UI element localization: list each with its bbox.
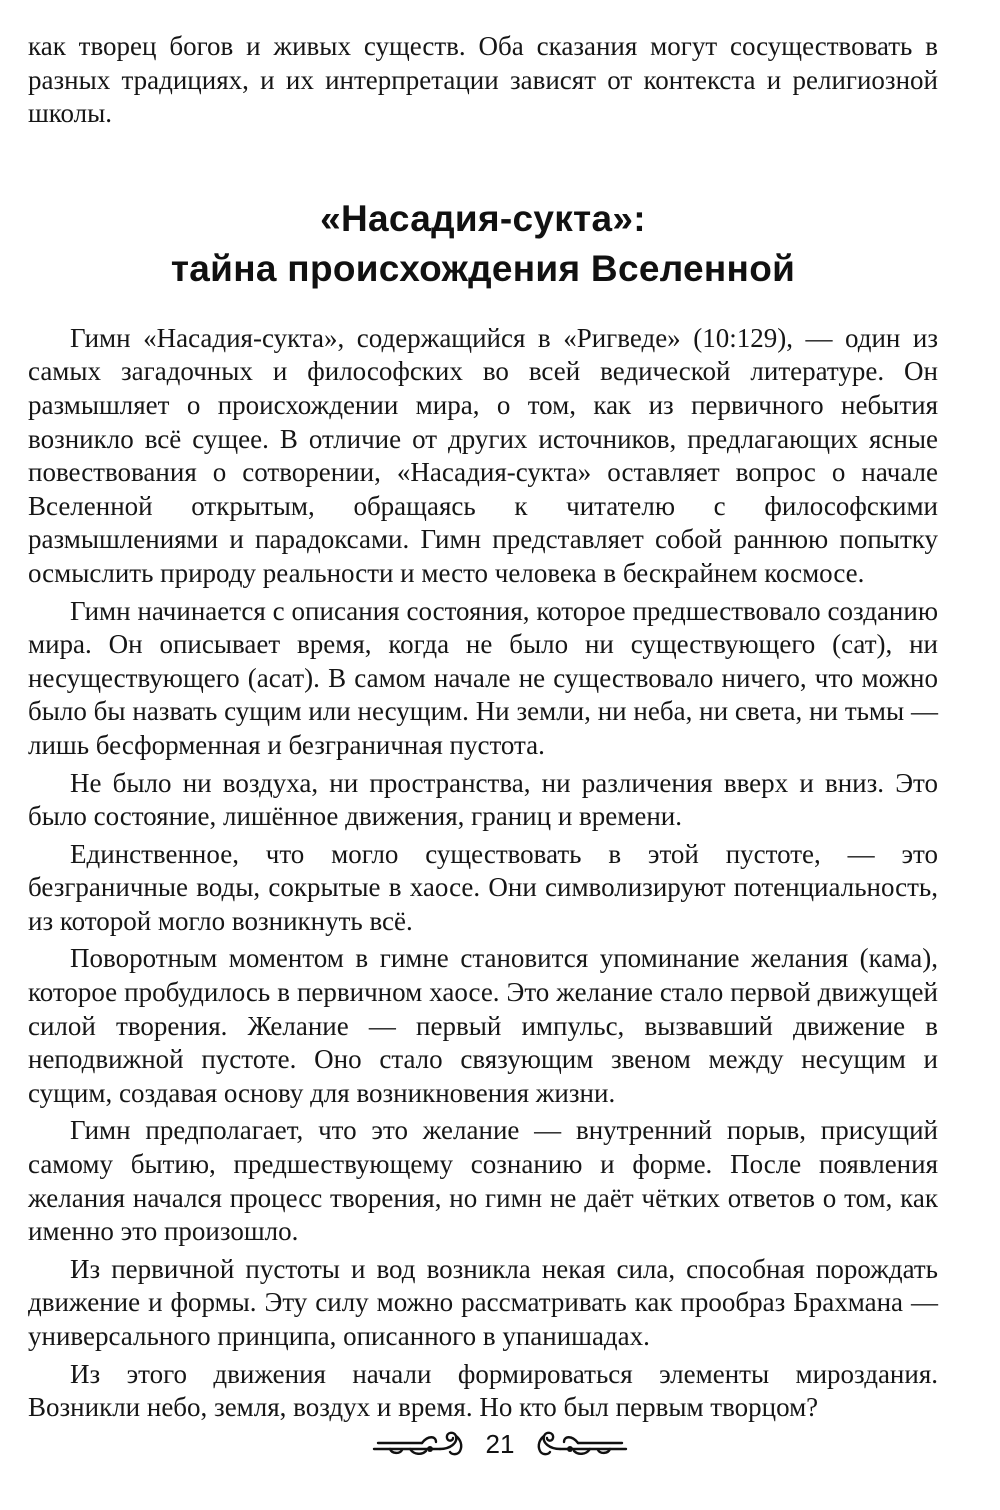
page-footer: [0, 1422, 1000, 1466]
paragraph-1: Гимн «Насадия-сукта», содержащийся в «Ригведе» (10:129), — один из самых загадочных и философских во всей ведической литературе. Он размышляет о происхождении мира, о том, как из первичного небытия возникло всё сущее. В отличие от других источников, предлагающих ясные повествования о сотворении, «Насадия-сукта» оставляет вопрос о начале Вселенной открытым, обращаясь к читателю с философскими размышлениями и парадоксами. Гимн представляет собой раннюю попытку осмыслить природу реальности и место человека в бескрайнем космосе.: [28, 322, 938, 588]
section-heading-line-1: «Насадия-сукта»:: [320, 197, 646, 239]
paragraph-7: Из первичной пустоты и вод возникла некая сила, способная порождать движение и формы. Эту силу можно рассматривать как прообраз Брахмана — универсального принципа, описанного в упанишадах.: [28, 1253, 938, 1351]
scroll-ornament-right-icon: [534, 1429, 630, 1459]
lead-paragraph: как творец богов и живых существ. Оба сказания могут сосуществовать в разных традициях, и их интерпретации зависят от контекста и религиозной школы.: [28, 31, 938, 129]
section-heading-line-2: тайна происхождения Вселенной: [170, 247, 796, 289]
paragraph-5: Поворотным моментом в гимне становится упоминание желания (кама), которое пробудилось в первичном хаосе. Это желание стало первой движущей силой творения. Желание — первый импульс, вызвавший движение в неподвижной пустоте. Оно стало связующим звеном между несущим и сущим, создавая основу для возникновения жизни.: [28, 943, 938, 1108]
page-body: [28, 30, 938, 1429]
paragraph-3: Не было ни воздуха, ни пространства, ни различения вверх и вниз. Это было состояние, лишённое движения, границ и времени.: [28, 767, 938, 832]
scroll-ornament-left-icon: [370, 1429, 466, 1459]
paragraph-6: Гимн предполагает, что это желание — внутренний порыв, присущий самому бытию, предшествующему сознанию и форме. После появления желания начался процесс творения, но гимн не даёт чётких ответов о том, как именно это произошло.: [28, 1115, 938, 1247]
paragraph-2: Гимн начинается с описания состояния, которое предшествовало созданию мира. Он описывает время, когда не было ни существующего (сат), ни несуществующего (асат). В самом начале не существовало ничего, что можно было бы назвать сущим или несущим. Ни земли, ни неба, ни света, ни тьмы — лишь бесформенная и безграничная пустота.: [28, 595, 938, 760]
paragraph-4: Единственное, что могло существовать в этой пустоте, — это безграничные воды, сокрытые в хаосе. Они символизируют потенциальность, из которой могло возникнуть всё.: [28, 838, 938, 936]
section-heading: [28, 194, 938, 294]
page-number: 21: [485, 1428, 515, 1459]
paragraph-8: Из этого движения начали формироваться элементы мироздания. Возникли небо, земля, воздух и время. Но кто был первым творцом?: [28, 1358, 938, 1423]
